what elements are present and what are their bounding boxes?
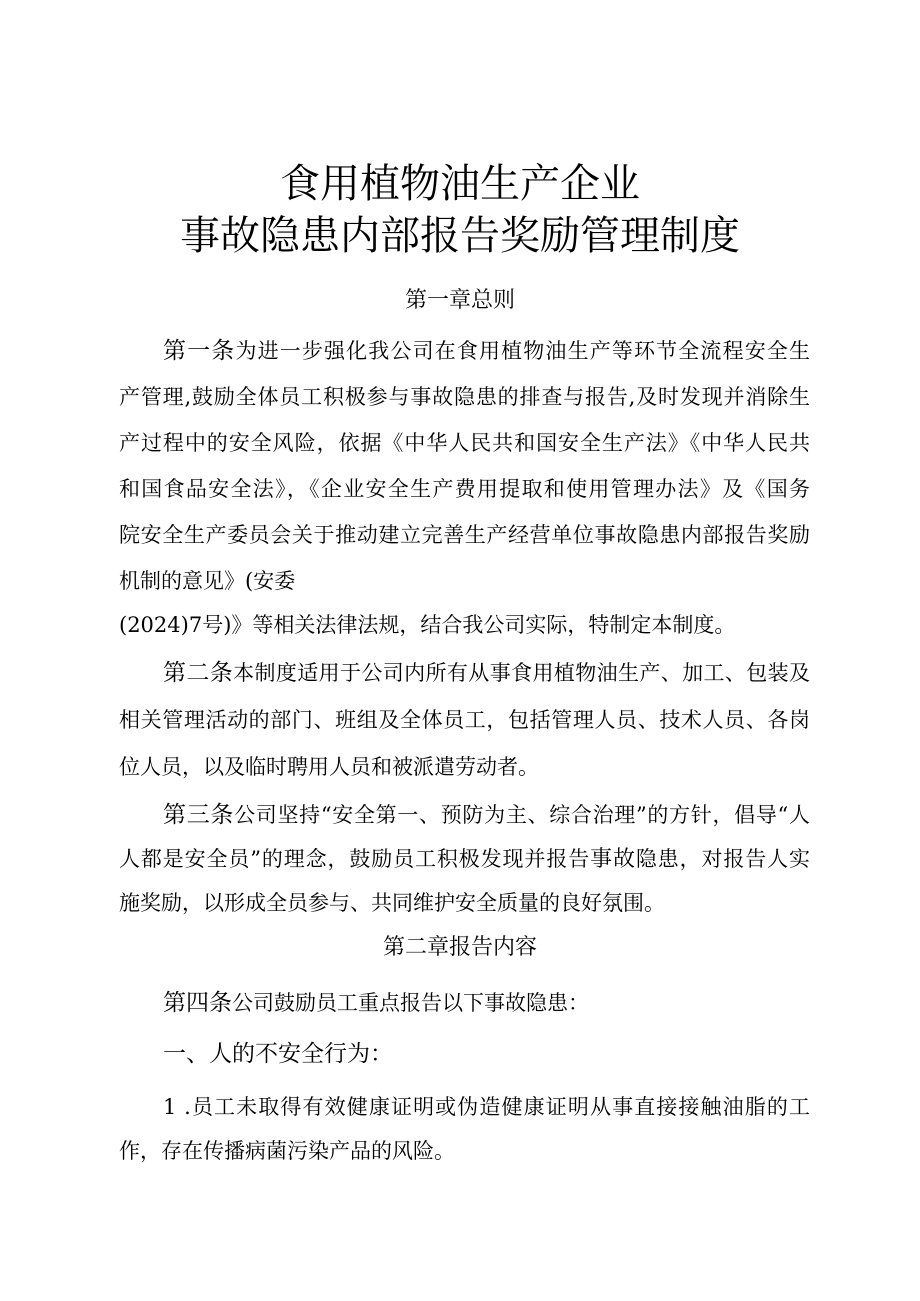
article1-line1 xyxy=(163,336,810,366)
article1-line7: (2024)7号)》等相关法律法规，结合我公司实际，特制定本制度。 xyxy=(119,613,736,637)
article1-line2: 产管理,鼓励全体员工积极参与事故隐患的排查与报告,及时发现并消除生 xyxy=(119,385,810,409)
article2-line1 xyxy=(163,658,810,688)
article3-line2 xyxy=(119,844,810,875)
article1-text-line1: 为进一步强化我公司在食用植物油生产等环节全流程安全生 xyxy=(235,339,811,363)
article3-text-line2a: 人都是安全员”的理念，鼓励员工积极发现并报告 xyxy=(119,847,591,871)
article2-text-line1: 本制度适用于公司内所有从事食用植物油生产、加工、包装及 xyxy=(233,661,811,685)
article2-line3: 位人员，以及临时聘用人员和被派遣劳动者。 xyxy=(119,755,539,779)
article1-label: 第一条 xyxy=(163,338,236,364)
article1-line6: 机制的意见》(安委 xyxy=(119,569,296,593)
document-title-line2: 事故隐患内部报告奖励管理制度 xyxy=(180,213,740,259)
article4-line xyxy=(163,988,589,1018)
article3-line1 xyxy=(163,800,810,830)
article1-line3: 产过程中的安全风险，依据《中华人民共和国安全生产法》《中华人民共 xyxy=(119,431,810,455)
chapter1-heading: 第一章总则 xyxy=(404,288,515,313)
article2-label: 第二条 xyxy=(163,660,234,686)
chapter2-heading: 第二章报告内容 xyxy=(382,935,537,960)
article4-text: 公司鼓励员工重点报告以下事故隐患： xyxy=(232,991,589,1015)
item1-line1: 1 .员工未取得有效健康证明或伪造健康证明从事直接接触油脂的工 xyxy=(163,1095,810,1119)
article3-line3: 施奖励，以形成全员参与、共同维护安全质量的良好氛围。 xyxy=(119,891,665,915)
article2-line2: 相关管理活动的部门、班组及全体员工，包括管理人员、技术人员、各岗 xyxy=(119,708,810,732)
section1-heading: 一、人的不安全行为： xyxy=(163,1041,393,1067)
article3-label: 第三条 xyxy=(163,802,235,828)
article3-text-line2c: 隐患，对报告人实 xyxy=(635,847,810,871)
article1-line5: 院安全生产委员会关于推动建立完善生产经营单位事故隐患内部报告奖励 xyxy=(119,523,810,547)
article4-label: 第四条 xyxy=(163,990,232,1016)
article3-text-line2b: 事故 xyxy=(590,847,636,872)
document-title-line1: 食用植物油生产企业 xyxy=(280,161,640,207)
item1-line2: 作，存在传播病菌污染产品的风险。 xyxy=(119,1139,455,1163)
article1-line4: 和国食品安全法》，《企业安全生产费用提取和使用管理办法》及《国务 xyxy=(119,477,810,501)
article3-text-line1: 公司坚持“安全第一、预防为主、综合治理”的方针，倡导“人 xyxy=(234,803,810,827)
